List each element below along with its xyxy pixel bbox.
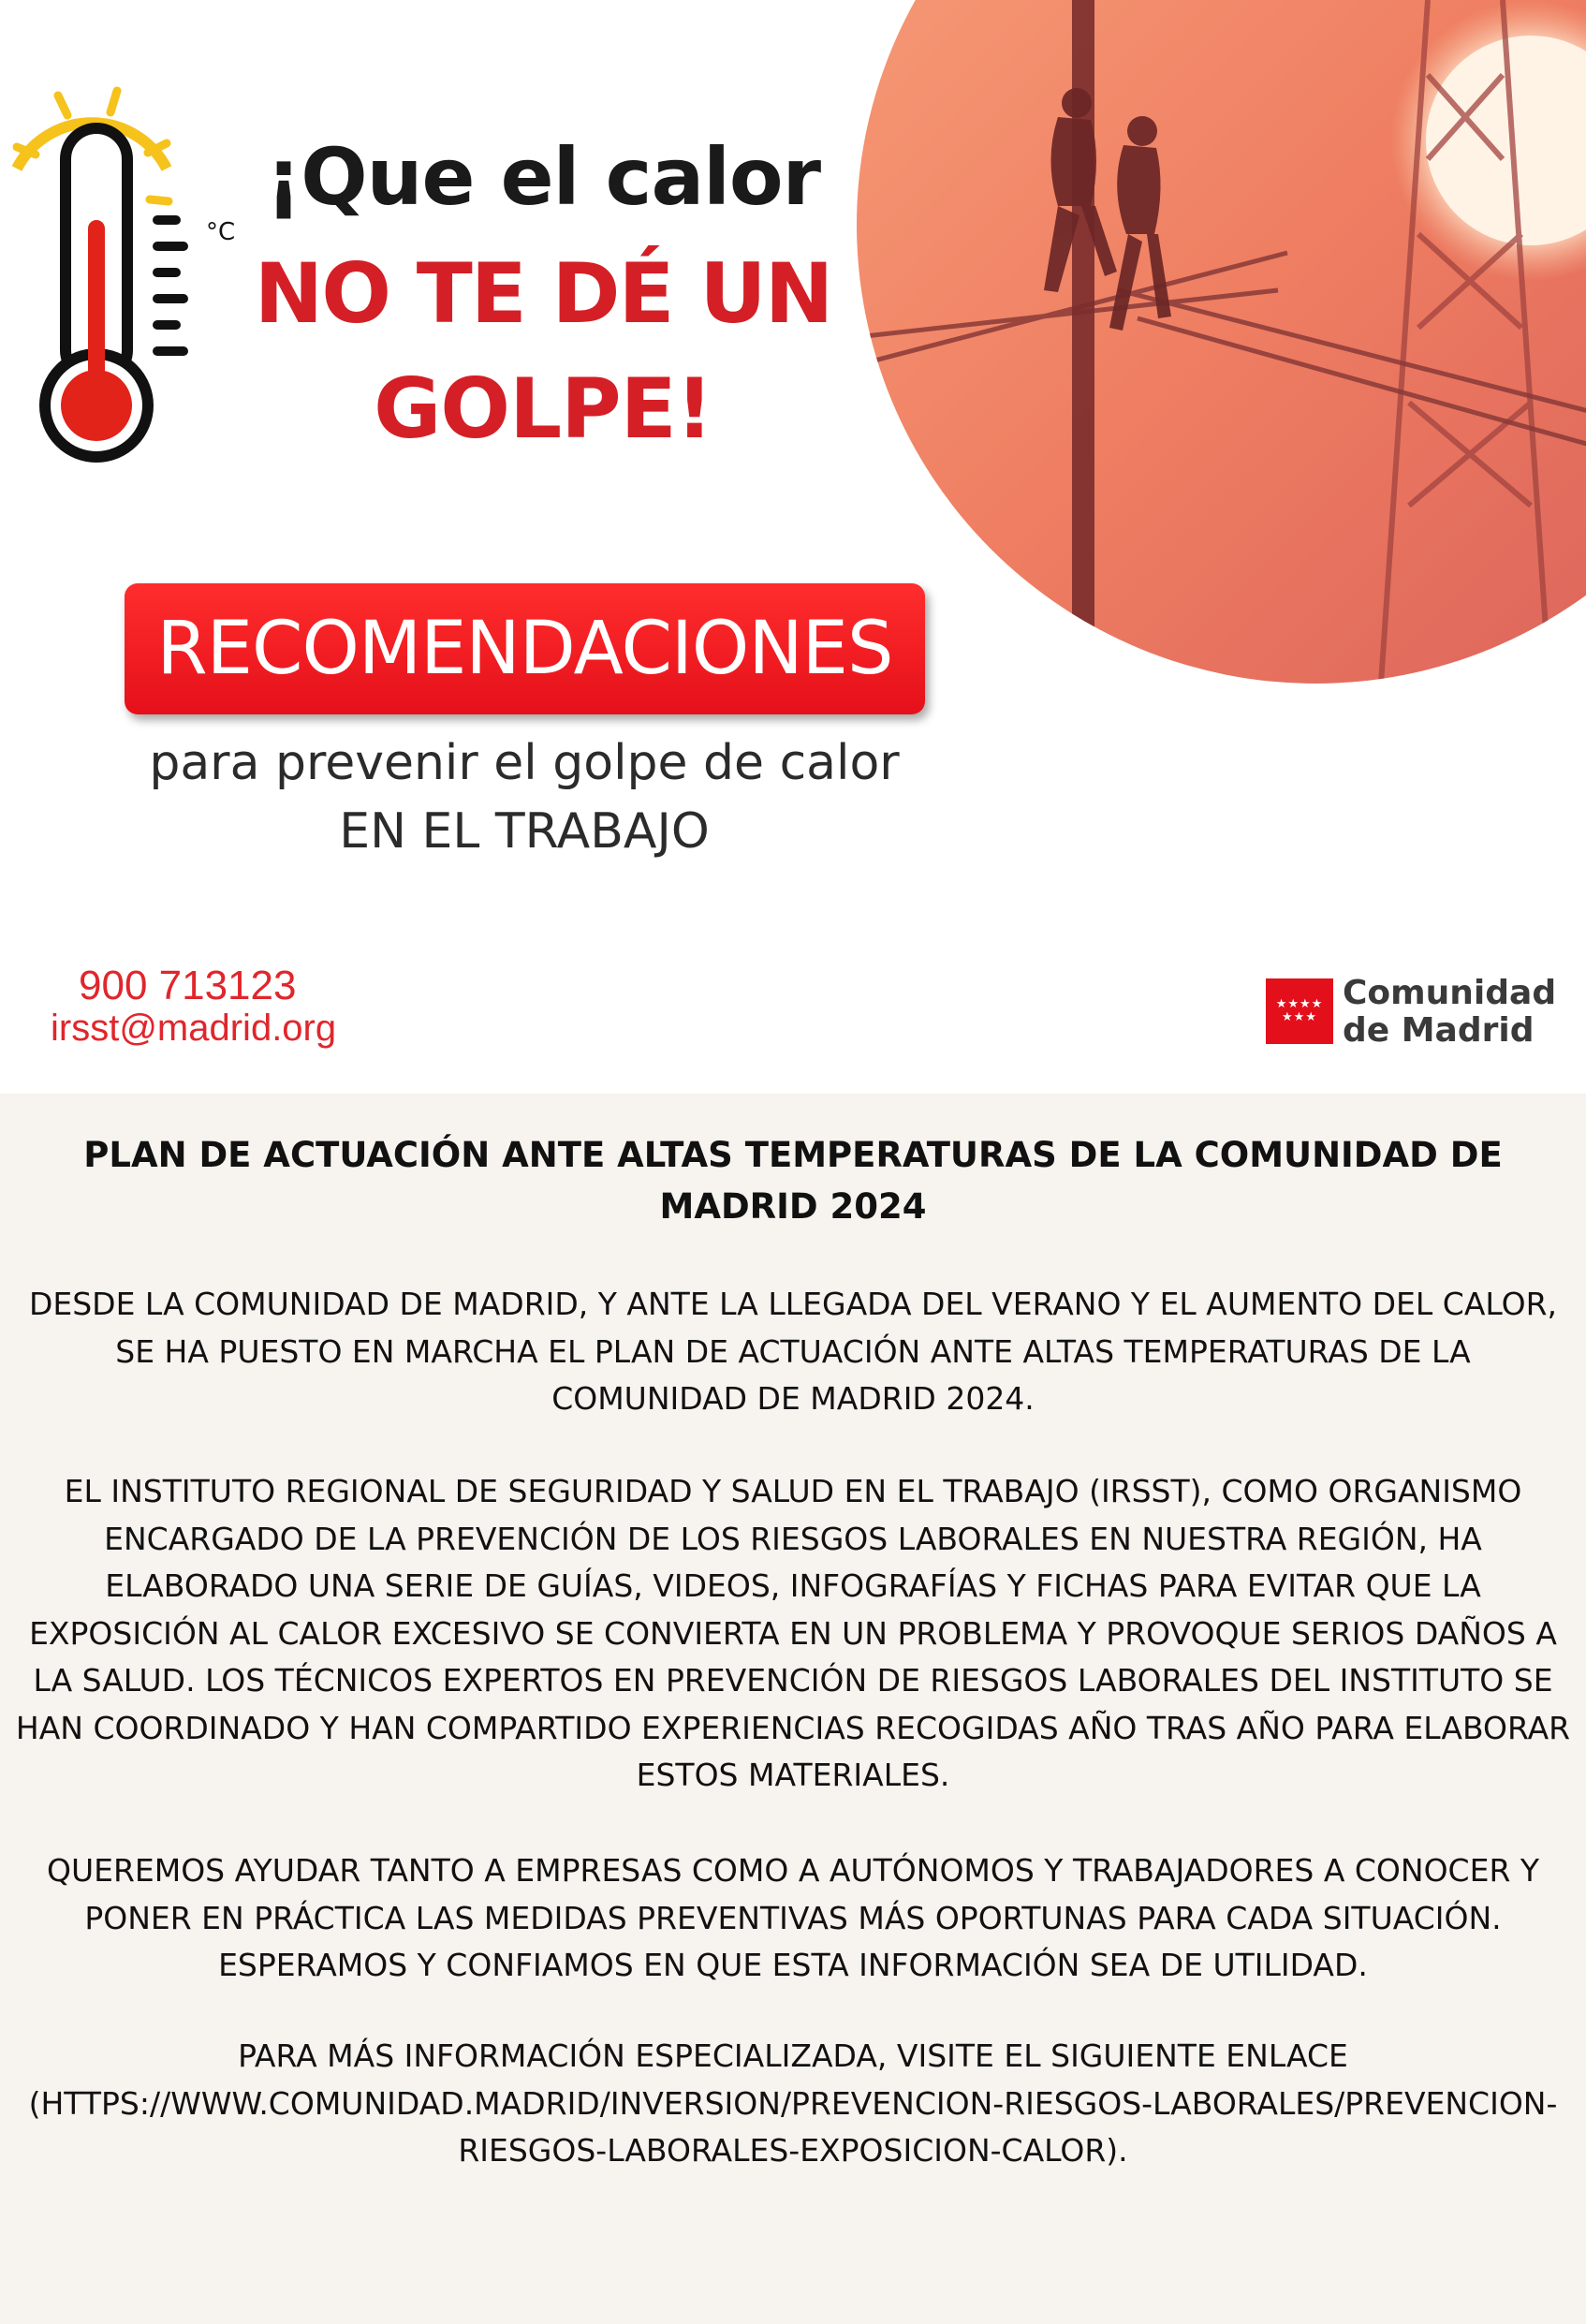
madrid-flag-icon: ★★★★ ★★★ xyxy=(1266,978,1333,1044)
article-paragraph-4-link[interactable]: PARA MÁS INFORMACIÓN ESPECIALIZADA, VISITE EL SIGUIENTE ENLACE (HTTPS://WWW.COMUNIDAD.MADRID/INVERSION/PREVENCION-RIESGOS-LABORALES/PREVENCION-RIESGOS-LABORALES-EXPOSICION-CALOR). xyxy=(28,2037,1558,2169)
logo-text-line-1: Comunidad xyxy=(1343,974,1557,1012)
headline-line-3: GOLPE! xyxy=(374,360,712,457)
article-paragraph-3: QUEREMOS AYUDAR TANTO A EMPRESAS COMO A AUTÓNOMOS Y TRABAJADORES A CONOCER Y PONER EN PRÁCTICA LAS MEDIDAS PREVENTIVAS MÁS OPORTUNAS PARA CADA SITUACIÓN. ESPERAMOS Y CONFIAMOS EN QUE ESTA INFORMACIÓN SEA DE UTILIDAD. xyxy=(46,1852,1540,1983)
recomendaciones-button[interactable]: RECOMENDACIONES xyxy=(125,583,925,714)
headline-line-2: NO TE DÉ UN xyxy=(254,245,832,342)
poster-header xyxy=(0,0,1586,1094)
thermometer-icon xyxy=(0,80,243,492)
headline-line-1: ¡Que el calor xyxy=(265,131,821,223)
article-paragraph-1: DESDE LA COMUNIDAD DE MADRID, Y ANTE LA LLEGADA DEL VERANO Y EL AUMENTO DEL CALOR, SE HA PUESTO EN MARCHA EL PLAN DE ACTUACIÓN ANTE ALTAS TEMPERATURAS DE LA COMUNIDAD DE MADRID 2024. xyxy=(28,1286,1558,1417)
comunidad-madrid-logo xyxy=(1266,974,1556,1049)
email-link[interactable]: irsst@madrid.org xyxy=(51,1008,337,1049)
article-paragraph-2: EL INSTITUTO REGIONAL DE SEGURIDAD Y SALUD EN EL TRABAJO (IRSST), COMO ORGANISMO ENCARGADO DE LA PREVENCIÓN DE LOS RIESGOS LABORALES EN NUESTRA REGIÓN, HA ELABORADO UNA SERIE DE GUÍAS, VIDEOS, INFOGRAFÍAS Y FICHAS PARA EVITAR QUE LA EXPOSICIÓN AL CALOR EXCESIVO SE CONVIERTA EN UN PROBLEMA Y PROVOQUE SERIOS DAÑOS A LA SALUD. LOS TÉCNICOS EXPERTOS EN PREVENCIÓN DE RIESGOS LABORALES DEL INSTITUTO SE HAN COORDINADO Y HAN COMPARTIDO EXPERIENCIAS RECOGIDAS AÑO TRAS AÑO PARA ELABORAR ESTOS MATERIALES. xyxy=(15,1473,1571,1793)
phone-link[interactable]: 900 713123 xyxy=(79,963,297,1008)
celsius-unit: °C xyxy=(206,218,236,246)
article-title: PLAN DE ACTUACIÓN ANTE ALTAS TEMPERATURAS DE LA COMUNIDAD DE MADRID 2024 xyxy=(83,1135,1503,1227)
logo-text-line-2: de Madrid xyxy=(1343,1011,1535,1050)
subtitle-line-1: para prevenir el golpe de calor xyxy=(149,735,900,791)
sunset-pylon-photo xyxy=(857,0,1586,684)
article-section xyxy=(0,1094,1586,2324)
subtitle-line-2: EN EL TRABAJO xyxy=(339,803,710,860)
